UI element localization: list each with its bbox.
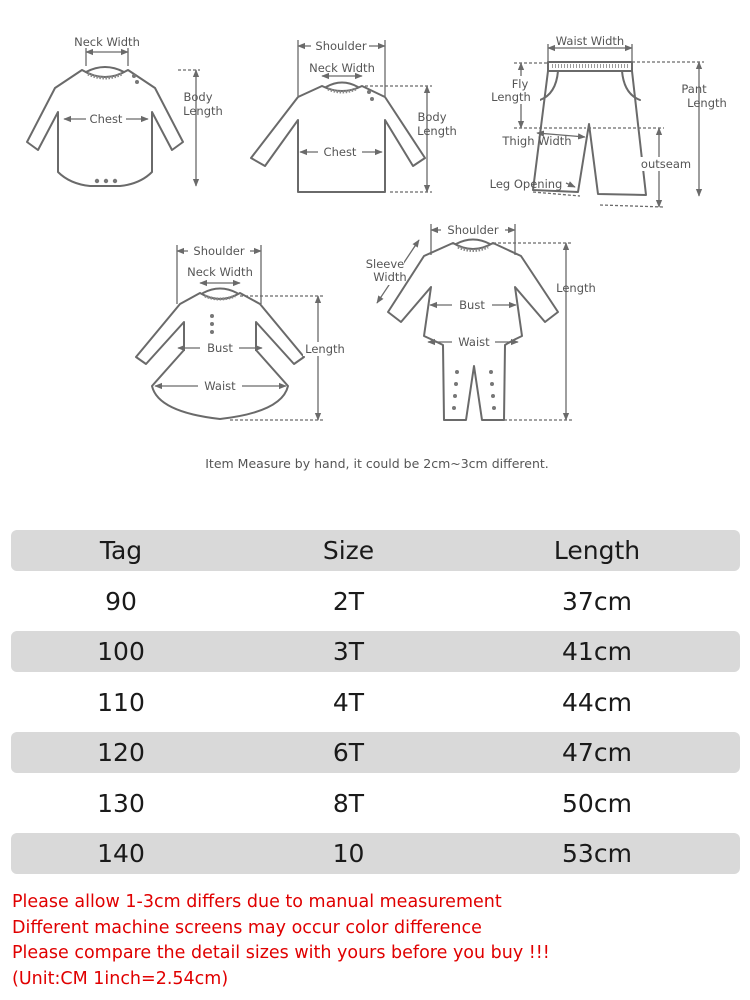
cell-length: 37cm: [562, 586, 632, 616]
pants-fly-length-label: Length: [491, 90, 531, 104]
note-line: Please allow 1-3cm differs due to manual measurement: [12, 892, 502, 912]
cell-tag: 110: [97, 687, 145, 717]
cell-length: 41cm: [562, 637, 632, 666]
romper-sleeve-width-label: Width: [373, 270, 407, 284]
cell-tag: 130: [97, 788, 145, 818]
cell-size: 10: [332, 839, 365, 868]
size-table: [11, 530, 740, 884]
cell-tag: 90: [105, 586, 137, 616]
header-size: Size: [322, 536, 375, 565]
bodysuit-length-label: Length: [183, 104, 223, 118]
dress-shoulder-label: Shoulder: [193, 244, 245, 258]
romper-sleeve-label: Sleeve: [365, 257, 405, 271]
measure-note: Item Measure by hand, it could be 2cm~3cm different.: [205, 456, 549, 471]
header-tag: Tag: [99, 536, 143, 565]
pants-diagram: [490, 34, 727, 207]
romper-length-label: Length: [556, 281, 596, 295]
bodysuit-body-label: Body: [183, 90, 213, 104]
romper-diagram: [366, 223, 596, 420]
sweater-chest-label: Chest: [323, 145, 357, 159]
cell-tag: 140: [97, 839, 145, 868]
note-line: Different machine screens may occur color difference: [12, 917, 482, 938]
table-row: [11, 581, 740, 622]
cell-tag: 120: [97, 738, 145, 767]
table-row: [11, 732, 740, 773]
measurement-illustration: [0, 0, 750, 490]
romper-waist-label: Waist: [458, 335, 490, 349]
sweater-shoulder-label: Shoulder: [315, 39, 367, 53]
pants-outseam-label: outseam: [640, 157, 692, 171]
note-line: (Unit:CM 1inch=2.54cm): [12, 968, 229, 989]
cell-length: 44cm: [562, 687, 632, 717]
cell-size: 3T: [332, 637, 365, 666]
pants-waist-width-label: Waist Width: [555, 34, 625, 48]
dress-length-label: Length: [305, 342, 345, 356]
table-row: [11, 631, 740, 672]
cell-size: 6T: [332, 738, 365, 767]
pants-thigh-width-label: Thigh Width: [502, 134, 572, 148]
pants-leg-opening-label: Leg Opening: [489, 177, 563, 191]
romper-shoulder-label: Shoulder: [447, 223, 499, 237]
table-row: [11, 833, 740, 874]
sweater-diagram: [251, 39, 457, 192]
cell-size: 2T: [332, 586, 365, 616]
sweater-length-label: Length: [417, 124, 457, 138]
cell-size: 4T: [332, 687, 365, 717]
sweater-neck-width-label: Neck Width: [309, 61, 375, 75]
bodysuit-diagram: [27, 35, 223, 186]
cell-length: 47cm: [562, 738, 632, 767]
pants-pant-label: Pant: [681, 82, 707, 96]
cell-size: 8T: [332, 788, 365, 818]
note-line: Please compare the detail sizes with yours before you buy !!!: [12, 943, 550, 963]
table-header-row: [11, 530, 740, 571]
dress-neck-width-label: Neck Width: [187, 265, 253, 279]
cell-tag: 100: [97, 637, 145, 666]
bodysuit-chest-label: Chest: [89, 112, 123, 126]
bodysuit-neck-width-label: Neck Width: [74, 35, 140, 49]
dress-diagram: [136, 244, 347, 420]
table-row: [11, 783, 740, 824]
pants-pant-length-label: Length: [687, 96, 727, 110]
pants-fly-label: Fly: [511, 77, 529, 91]
header-length: Length: [553, 536, 641, 565]
table-row: [11, 682, 740, 723]
cell-length: 53cm: [562, 839, 632, 868]
disclaimer-notes: [12, 890, 742, 992]
dress-bust-label: Bust: [207, 341, 233, 355]
sweater-body-label: Body: [417, 110, 447, 124]
dress-waist-label: Waist: [204, 379, 236, 393]
romper-bust-label: Bust: [459, 298, 485, 312]
measurement-diagrams: [0, 0, 750, 490]
cell-length: 50cm: [562, 788, 632, 818]
